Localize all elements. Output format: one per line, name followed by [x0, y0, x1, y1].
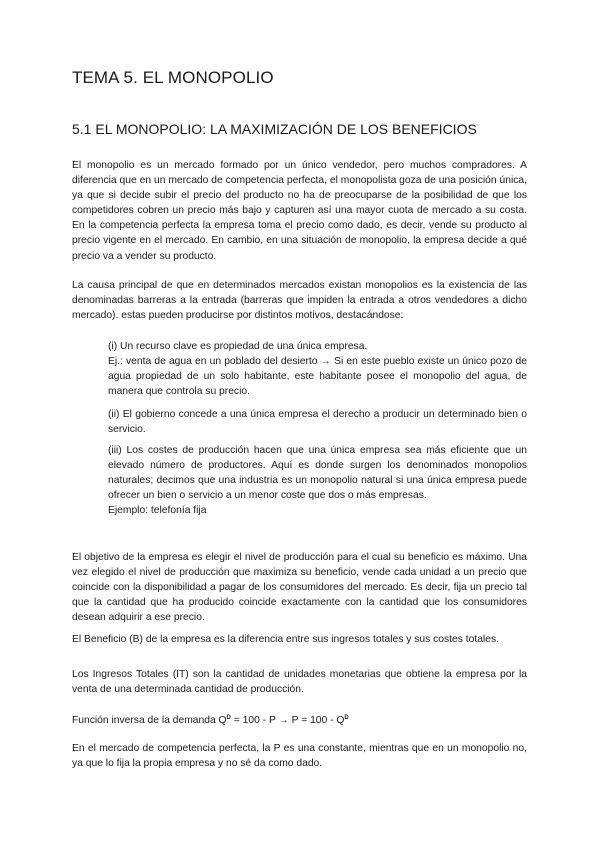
list-item-resource-example: Ej.: venta de agua en un poblado del desierto → Si en este pueblo existe un único pozo de agua propiedad de un solo habitante, este habitante posee el monopolio del agua, de manera que controla su precio.	[108, 356, 527, 398]
paragraph-competition: En el mercado de competencia perfecta, la P es una constante, mientras que en un monopolio no, ya que lo fija la propia empresa y no sé da como dado.	[72, 743, 527, 770]
paragraph-intro: El monopolio es un mercado formado por un único vendedor, pero muchos compradores. A diferencia que en un mercado de competencia perfecta, el monopolista goza de una posición única, ya que si decide subir el precio del producto no ha de preocuparse de la posibilidad de que los competidores cobren un precio más bajo y capturen así una mayor cuota de mercado a su costa. En la competencia perfecta la empresa toma el precio como dado, es decir, vende su producto al precio vigente en el mercado. En cambio, en una situación de monopolio, la empresa decide a qué precio va a vender su producto.	[72, 160, 527, 262]
list-item-government: (ii) El gobierno concede a una única empresa el derecho a producir un determinado bien o servicio.	[108, 409, 527, 436]
section-title: 5.1 EL MONOPOLIO: LA MAXIMIZACIÓN DE LOS BENEFICIOS	[72, 121, 477, 137]
page-title: TEMA 5. EL MONOPOLIO	[72, 68, 274, 87]
list-item-costs-example: Ejemplo: telefonía fija	[108, 505, 207, 517]
list-item-resource	[108, 339, 527, 399]
list-item-resource-title: (i) Un recurso clave es propiedad de una única empresa.	[108, 341, 368, 352]
paragraph-total-revenue: Los Ingresos Totales (IT) son la cantidad de unidades monetarias que obtiene la empresa por la venta de una determinada cantidad de producción.	[72, 669, 527, 696]
list-item-costs	[108, 443, 527, 518]
paragraph-objective: El objetivo de la empresa es elegir el nivel de producción para el cual su beneficio es máximo. Una vez elegido el nivel de producción que maximiza su beneficio, vende cada unidad a un precio que coincide con la disponibilidad a pagar de los consumidores del mercado. Es decir, fija un precio tal que la cantidad que ha producido coincide exactamente con la cantidad que los consumidores desean adquirir a ese precio.	[72, 552, 527, 624]
demand-formula	[72, 711, 527, 728]
formula-prefix: Función inversa de la demanda Q	[72, 715, 227, 726]
paragraph-barriers: La causa principal de que en determinados mercados existan monopolios es la existencia de las denominadas barreras a la entrada (barreras que impiden la entrada a otros vendedores a dicho mercado). estas pueden producirse por distintos motivos, destacándose:	[72, 280, 527, 322]
paragraph-benefit: El Beneficio (B) de la empresa es la diferencia entre sus ingresos totales y sus costes totales.	[72, 634, 499, 645]
list-item-costs-text: (iii) Los costes de producción hacen que una única empresa sea más eficiente que un elevado número de productores. Aquí es donde surgen los denominados monopolios naturales; decimos que una industria es un monopolio natural si una única empresa puede ofrecer un bien o servicio a un menor coste que dos o más empresas.	[108, 445, 527, 502]
formula-superscript-2: D	[344, 715, 349, 721]
formula-middle: = 100 - P → P = 100 - Q	[230, 715, 345, 726]
formula-superscript-1: D	[226, 715, 231, 721]
